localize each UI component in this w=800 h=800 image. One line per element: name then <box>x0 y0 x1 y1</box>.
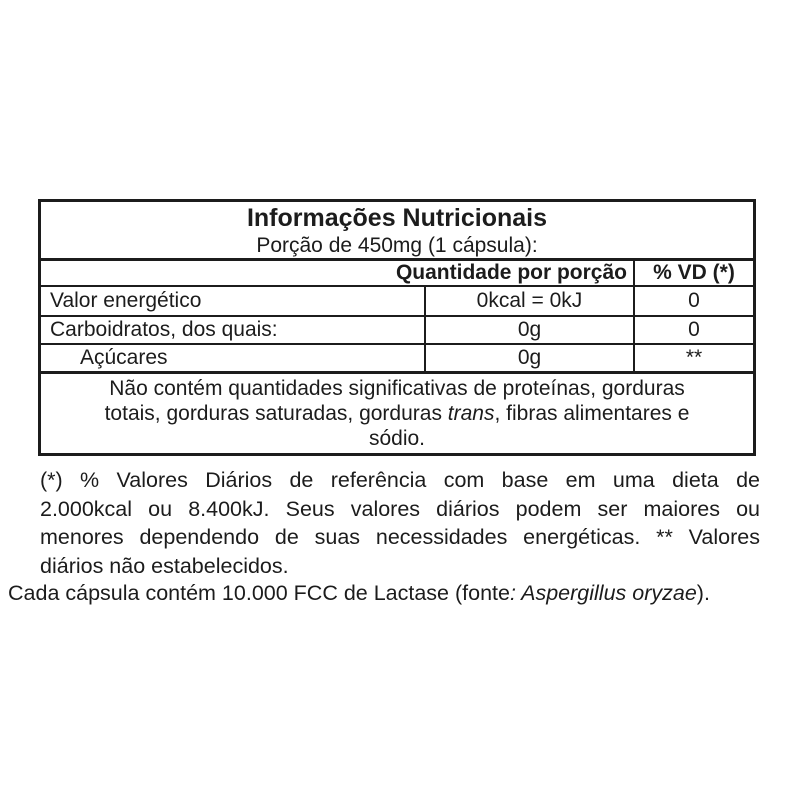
footnote-line: menores dependendo de suas necessidades energéticas. ** Valores <box>40 525 760 549</box>
table-note <box>41 374 753 453</box>
row-quantity: 0g <box>424 317 633 343</box>
daily-values-footnote <box>40 466 760 580</box>
column-header-quantity: Quantidade por porção <box>395 261 627 284</box>
table-row-carbs <box>41 317 753 345</box>
note-text: totais, gorduras saturadas, gorduras <box>104 402 448 425</box>
column-header-daily-value: % VD (*) <box>633 261 753 285</box>
row-daily-value: 0 <box>633 317 753 343</box>
table-note-line <box>41 401 753 426</box>
row-daily-value: ** <box>633 345 753 371</box>
note-text: , fibras alimentares e <box>494 402 690 425</box>
row-label: Açúcares <box>80 346 168 369</box>
row-daily-value: 0 <box>633 287 753 315</box>
capsule-text: Cada cápsula contém 10.000 FCC de Lactase (fonte <box>8 581 510 605</box>
table-note-line: Não contém quantidades significativas de proteínas, gorduras <box>109 377 685 400</box>
footnote-line: diários não estabelecidos. <box>40 553 289 578</box>
table-note-line: sódio. <box>368 427 426 450</box>
table-title: Informações Nutricionais <box>246 204 548 232</box>
row-quantity: 0kcal = 0kJ <box>424 287 633 315</box>
note-italic-trans: trans <box>447 402 495 425</box>
footnote-line: (*) % Valores Diários de referência com base em uma dieta de <box>40 468 760 492</box>
capsule-species-italic: : Aspergillus oryzae <box>509 581 697 605</box>
serving-size: Porção de 450mg (1 cápsula): <box>256 234 538 257</box>
table-header-row <box>41 261 753 287</box>
footnote-line: 2.000kcal ou 8.400kJ. Seus valores diários podem ser maiores ou <box>40 496 760 521</box>
capsule-content-line <box>8 579 796 607</box>
table-row-sugars <box>41 345 753 374</box>
nutrition-facts-table <box>38 199 756 456</box>
row-label: Carboidratos, dos quais: <box>50 318 278 341</box>
table-row-energy <box>41 287 753 317</box>
row-label: Valor energético <box>50 289 202 312</box>
row-quantity: 0g <box>424 345 633 371</box>
table-title-block <box>41 202 753 261</box>
capsule-text: ). <box>696 581 710 605</box>
